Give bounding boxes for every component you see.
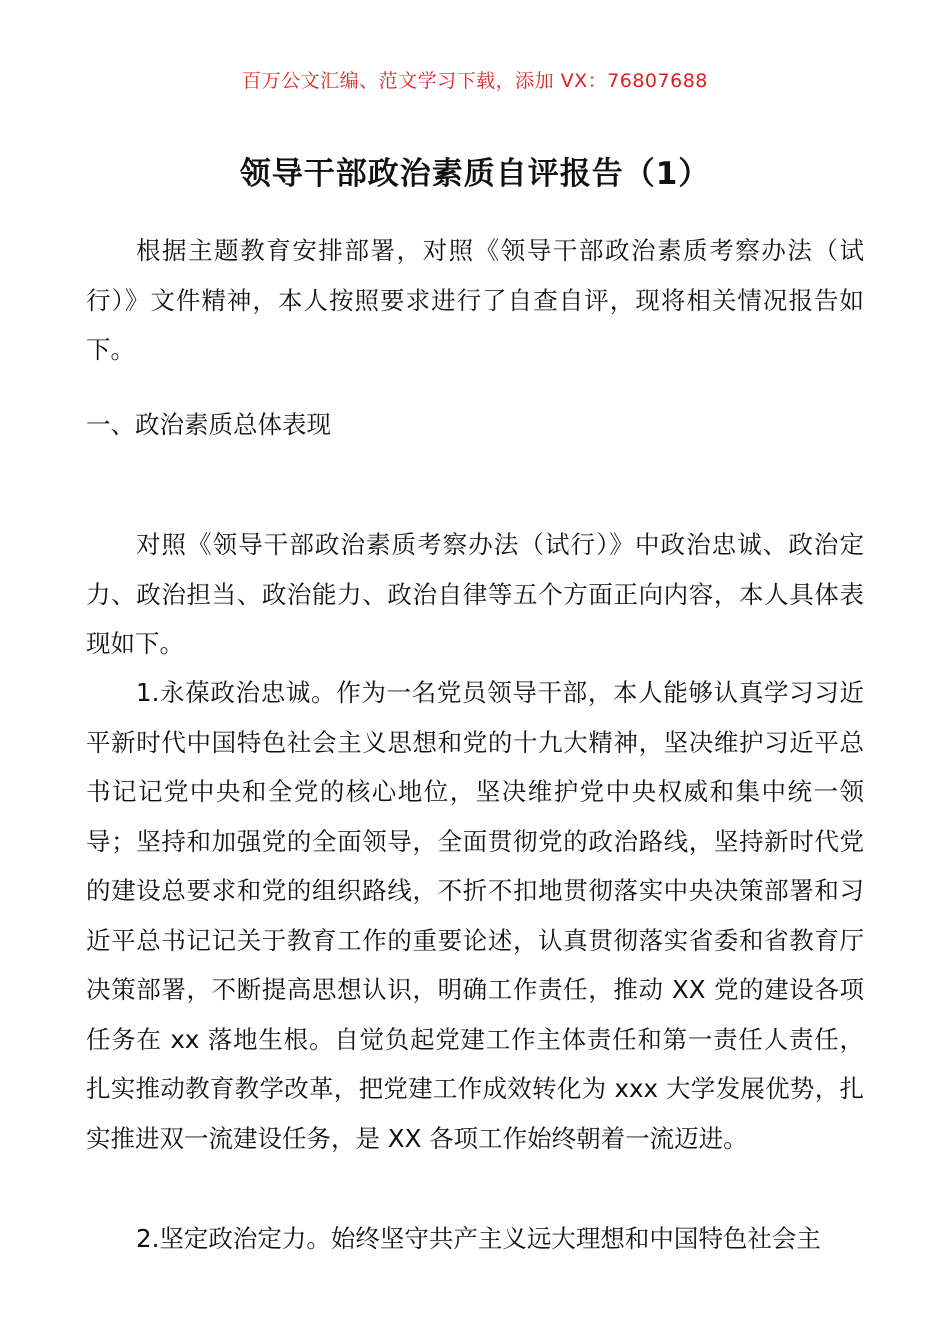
item-2-paragraph: 2.坚定政治定力。始终坚守共产主义远大理想和中国特色社会主 — [136, 1224, 821, 1253]
item-1-paragraph: 1.永葆政治忠诚。作为一名党员领导干部，本人能够认真学习习近平新时代中国特色社会主义思想和党的十九大精神，坚决维护习近平总书记记党中央和全党的核心地位，坚决维护党中央权威和集中统一领导；坚持和加强党的全面领导，全面贯彻党的政治路线，坚持新时代党的建设总要求和党的组织路线，不折不扣地贯彻落实中央决策部署和习近平总书记记关于教育工作的重要论述，认真贯彻落实省委和省教育厅决策部署，不断提高思想认识，明确工作责任，推动 XX 党的建设各项任务在 xx 落地生根。自觉负起党建工作主体责任和第一责任人责任，扎实推动教育教学改革，把党建工作成效转化为 xxx 大学发展优势，扎实推进双一流建设任务，是 XX 各项工作始终朝着一流迈进。 — [86, 678, 864, 1153]
section-heading-1: 一、政治素质总体表现 — [86, 410, 331, 439]
overview-paragraph: 对照《领导干部政治素质考察办法（试行）》中政治忠诚、政治定力、政治担当、政治能力、政治自律等五个方面正向内容，本人具体表现如下。 — [86, 530, 864, 658]
intro-paragraph: 根据主题教育安排部署，对照《领导干部政治素质考察办法（试行）》文件精神，本人按照要求进行了自查自评，现将相关情况报告如下。 — [86, 236, 864, 364]
header-note: 百万公文汇编、范文学习下载，添加 VX：76807688 — [242, 70, 708, 92]
document-title: 领导干部政治素质自评报告（1） — [239, 156, 711, 192]
